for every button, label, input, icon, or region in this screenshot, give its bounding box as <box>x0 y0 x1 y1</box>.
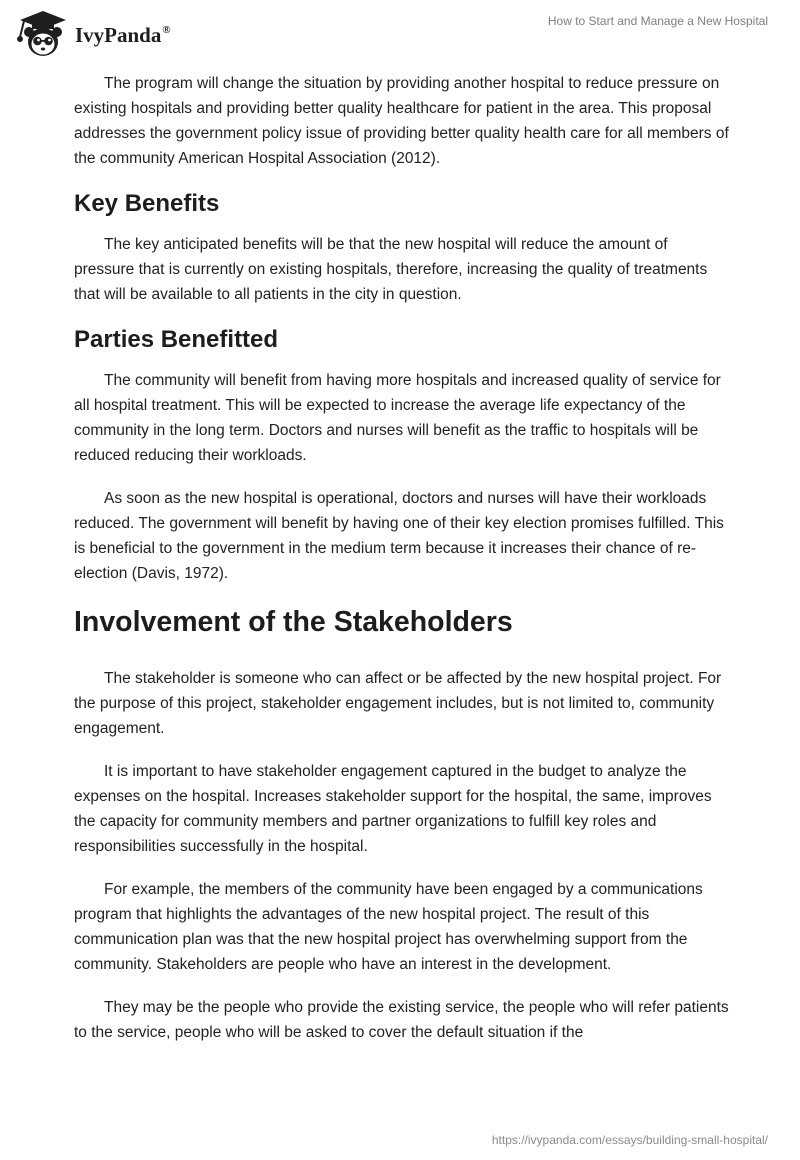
paragraph: It is important to have stakeholder engagement captured in the budget to analyze the expenses on the hospital. Increases stakeholder support for the hospital, the same, improves the capacity for community members and partner organizations to fulfill key roles and responsibilities successfully in the hospital. <box>74 763 712 855</box>
section-heading-key-benefits: Key Benefits <box>74 190 220 217</box>
section-heading-parties-benefitted: Parties Benefitted <box>74 326 279 353</box>
section-heading-involvement: Involvement of the Stakeholders <box>74 606 513 638</box>
paragraph: The community will benefit from having more hospitals and increased quality of service for all hospital treatment. This will be expected to increase the average life expectancy of the community in the long term. Doctors and nurses will benefit as the traffic to hospitals will be reduced reducing their workloads. <box>74 372 721 464</box>
ivypanda-logo[interactable] <box>14 9 171 59</box>
logo-text: IvyPanda® <box>75 22 171 47</box>
paragraph: The stakeholder is someone who can affect or be affected by the new hospital project. For the purpose of this project, stakeholder engagement includes, but is not limited to, community engagement. <box>74 670 722 737</box>
paragraph: For example, the members of the community have been engaged by a communications program that highlights the advantages of the new hospital project. The result of this communication plan was that the new hospital project has overwhelming support from the community. Stakeholders are people who have an interest in the development. <box>74 881 703 973</box>
paragraph: As soon as the new hospital is operational, doctors and nurses will have their workloads reduced. The government will benefit by having one of their key election promises fulfilled. This is beneficial to the government in the medium term because it increases their chance of re-election (Davis, 1972). <box>74 490 724 582</box>
paragraph: The key anticipated benefits will be that the new hospital will reduce the amount of pressure that is currently on existing hospitals, therefore, increasing the quality of treatments that will be available to all patients in the city in question. <box>74 236 708 303</box>
paragraph: They may be the people who provide the existing service, the people who will refer patients to the service, people who will be asked to cover the default situation if the <box>74 999 729 1041</box>
document-title: How to Start and Manage a New Hospital <box>547 14 768 28</box>
essay-body <box>74 71 730 1063</box>
paragraph: The program will change the situation by providing another hospital to reduce pressure on existing hospitals and providing better quality healthcare for patient in the area. This proposal addresses the government policy issue of providing better quality health care for all members of the community American Hospital Association (2012). <box>74 75 729 167</box>
panda-graduate-icon <box>14 9 72 59</box>
source-url[interactable]: https://ivypanda.com/essays/building-small-hospital/ <box>491 1133 768 1147</box>
